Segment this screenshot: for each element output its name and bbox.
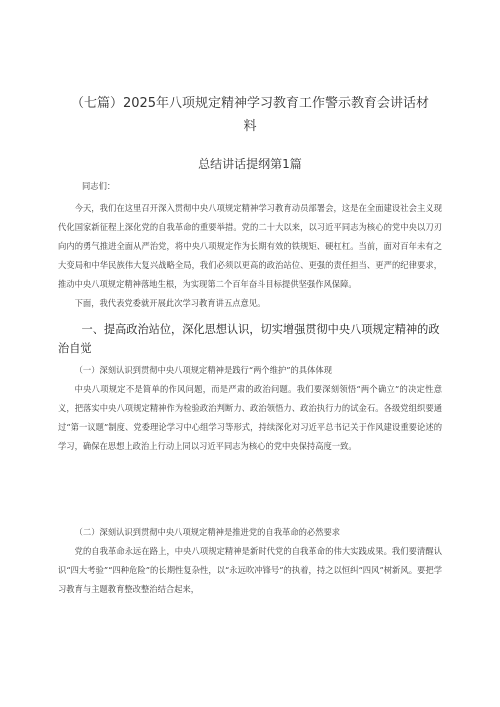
section-heading-1 — [58, 320, 442, 358]
greeting: 同志们： — [82, 181, 116, 191]
paragraph-subsection-2: 党的自我革命永远在路上，中央八项规定精神是新时代党的自我革命的伟大实践成果。我们要清醒认识“四大考验”“四种危险”的长期性复杂性，以“永远吹冲锋号”的执着，持之以恒纠“四风”树新风。要把学习教育与主题教育整改整治结合起来， — [58, 546, 442, 595]
paragraph-subsection-1: 中央八项规定不是简单的作风问题，而是严肃的政治问题。我们要深刻领悟“两个确立”的决定性意义，把落实中央八项规定精神作为检验政治判断力、政治领悟力、政治执行力的试金石。各级党组织要通过“第一议题”制度、党委理论学习中心组学习等形式，持续深化对习近平总书记关于作风建设重要论述的学习，确保在思想上政治上行动上同以习近平同志为核心的党中央保持高度一致。 — [58, 384, 442, 452]
subsection-1 — [58, 361, 442, 456]
paragraph-intro: 今天，我们在这里召开深入贯彻中央八项规定精神学习教育动员部署会，这是在全面建设社会主义现代化国家新征程上深化党的自我革命的重要举措。党的二十大以来，以习近平同志为核心的党中央以刀刃向内的勇气推进全面从严治党，将中央八项规定作为长期有效的铁规矩、硬杠杠。当前，面对百年未有之大变局和中华民族伟大复兴战略全局，我们必须以更高的政治站位、更强的责任担当、更严的纪律要求，推动中央八项规定精神落地生根，为实现第二个百年奋斗目标提供坚强作风保障。 — [58, 203, 442, 290]
document-title: （七篇）2025年八项规定精神学习教育工作警示教育会讲话材料 — [70, 96, 430, 134]
subsection-heading-2: （二）深刻认识到贯彻中央八项规定精神是推进党的自我革命的必然要求 — [74, 527, 341, 537]
section-heading-text: 一、提高政治站位，深化思想认识，切实增强贯彻中央八项规定精神的政治自觉 — [58, 323, 440, 355]
intro-section — [58, 199, 442, 314]
subsection-heading-1: （一）深刻认识到贯彻中央八项规定精神是践行“两个维护”的具体体现 — [74, 365, 332, 375]
paragraph-outline: 下面，我代表党委就开展此次学习教育讲五点意见。 — [74, 298, 266, 309]
subsection-2 — [58, 523, 442, 599]
document-subtitle: 总结讲话提纲第1篇 — [198, 157, 302, 171]
